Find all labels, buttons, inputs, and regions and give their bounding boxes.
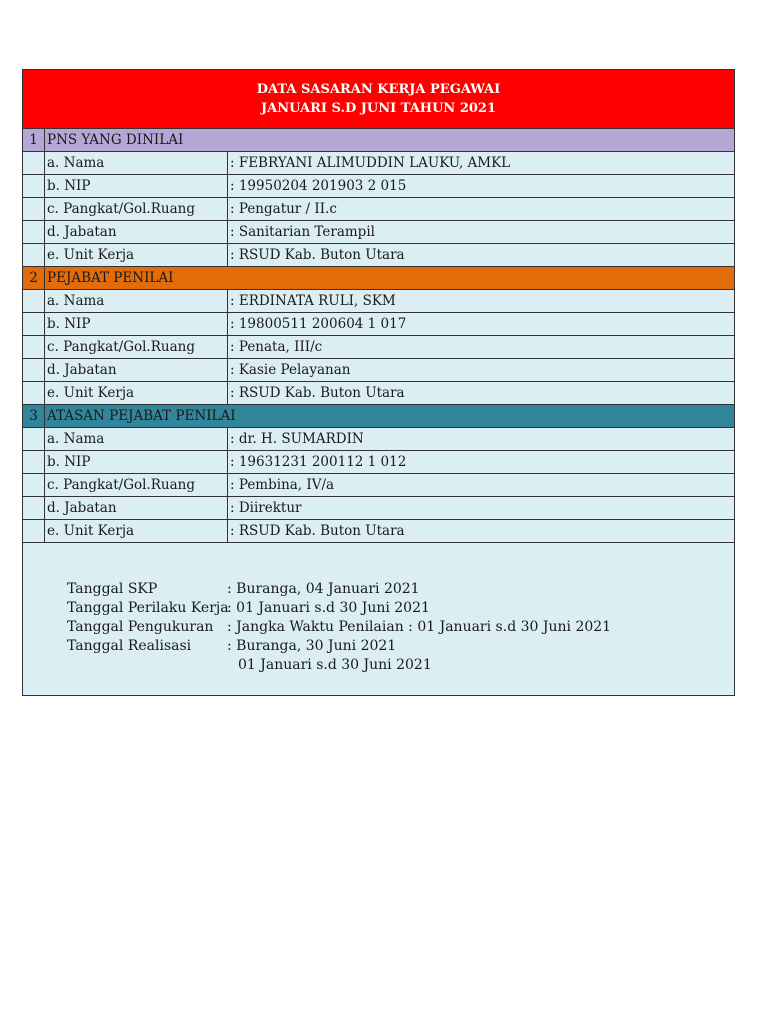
tanggal-perilaku-value: : 01 Januari s.d 30 Juni 2021 [227,600,430,616]
field-label: a. Nama [45,428,228,450]
table-row [23,313,734,336]
field-value: : Diirektur [230,500,302,516]
table-row [23,428,734,451]
tanggal-realisasi-label: Tanggal Realisasi [67,638,192,654]
tanggal-pengukuran-value: : Jangka Waktu Penilaian : 01 Januari s.d 30 Juni 2021 [227,619,612,635]
tanggal-realisasi-row-2 [238,656,432,675]
section-number: 1 [23,129,45,151]
field-value: : Pembina, IV/a [230,477,335,493]
section-header-atasan-pejabat-penilai [23,405,734,428]
table-row [23,382,734,405]
tanggal-realisasi-value: : Buranga, 30 Juni 2021 [227,638,397,654]
field-label: c. Pangkat/Gol.Ruang [45,336,228,358]
tanggal-skp-row [67,580,420,599]
field-label: b. NIP [45,175,228,197]
field-value: : Pengatur / II.c [230,201,337,217]
section-number: 2 [23,267,45,289]
tanggal-pengukuran-label: Tanggal Pengukuran [67,619,214,635]
field-value: : RSUD Kab. Buton Utara [230,523,405,539]
title-line-2: JANUARI S.D JUNI TAHUN 2021 [260,101,497,116]
section-number: 3 [23,405,45,427]
field-label: c. Pangkat/Gol.Ruang [45,198,228,220]
table-row [23,175,734,198]
tanggal-skp-value: : Buranga, 04 Januari 2021 [227,581,420,597]
tanggal-skp-label: Tanggal SKP [67,581,158,597]
field-label: e. Unit Kerja [45,382,228,404]
field-label: d. Jabatan [45,359,228,381]
section-header-pejabat-penilai [23,267,734,290]
field-value: : 19631231 200112 1 012 [230,454,407,470]
field-label: e. Unit Kerja [45,520,228,542]
table-row [23,497,734,520]
section-header-pns-dinilai [23,129,734,152]
field-label: e. Unit Kerja [45,244,228,266]
field-value: : 19950204 201903 2 015 [230,178,407,194]
field-label: a. Nama [45,152,228,174]
title-line-1: DATA SASARAN KERJA PEGAWAI [256,82,501,97]
table-row [23,451,734,474]
field-value: : RSUD Kab. Buton Utara [230,247,405,263]
date-summary [23,543,734,695]
section-title: PNS YANG DINILAI [47,132,184,148]
tanggal-perilaku-label: Tanggal Perilaku Kerja [67,600,229,616]
table-row [23,198,734,221]
field-label: a. Nama [45,290,228,312]
field-value: : dr. H. SUMARDIN [230,431,364,447]
field-value: : Kasie Pelayanan [230,362,351,378]
table-row [23,244,734,267]
field-value: : FEBRYANI ALIMUDDIN LAUKU, AMKL [230,155,511,171]
tanggal-realisasi-row [67,637,396,656]
sheet-title [23,70,734,129]
field-value: : 19800511 200604 1 017 [230,316,407,332]
table-row [23,221,734,244]
tanggal-perilaku-row [67,599,430,618]
table-row [23,336,734,359]
field-value: : ERDINATA RULI, SKM [230,293,396,309]
section-title: PEJABAT PENILAI [47,270,174,286]
table-row [23,520,734,543]
table-row [23,474,734,497]
field-label: d. Jabatan [45,497,228,519]
table-row [23,290,734,313]
field-value: : RSUD Kab. Buton Utara [230,385,405,401]
field-label: d. Jabatan [45,221,228,243]
section-title: ATASAN PEJABAT PENILAI [47,408,236,424]
skp-sheet [22,69,735,696]
field-label: b. NIP [45,451,228,473]
field-label: b. NIP [45,313,228,335]
field-value: : Penata, III/c [230,339,323,355]
field-label: c. Pangkat/Gol.Ruang [45,474,228,496]
tanggal-pengukuran-row [67,618,611,637]
field-value: : Sanitarian Terampil [230,224,375,240]
table-row [23,359,734,382]
tanggal-realisasi-value-2: 01 Januari s.d 30 Juni 2021 [238,657,432,673]
table-row [23,152,734,175]
